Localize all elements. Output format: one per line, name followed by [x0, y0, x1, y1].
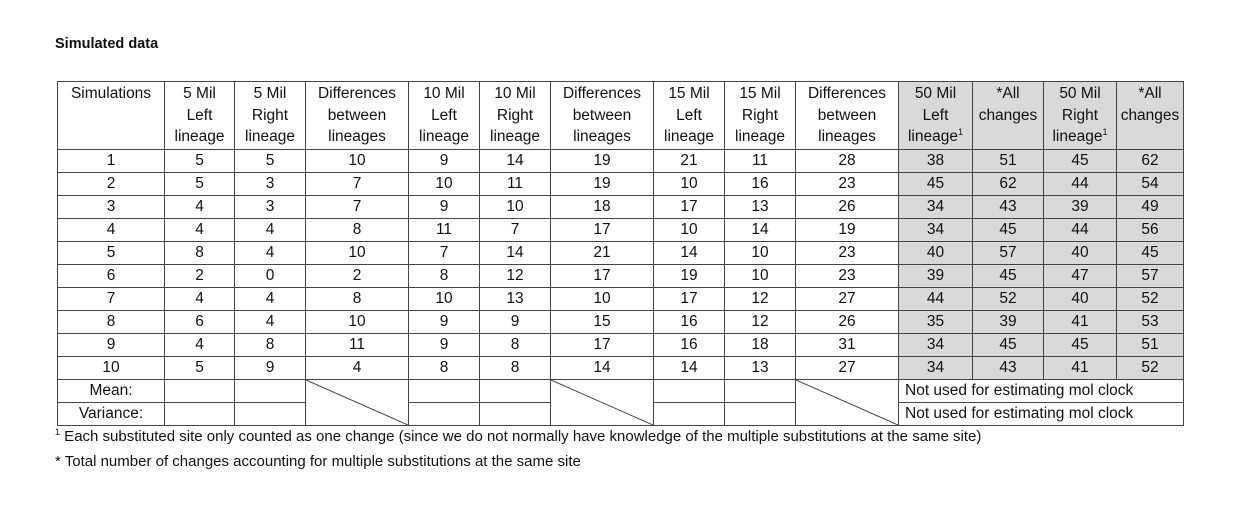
table-cell: 12: [725, 311, 796, 334]
table-cell: 4: [235, 311, 306, 334]
column-header-line: lineage: [490, 128, 540, 145]
table-cell: 10: [409, 288, 480, 311]
table-cell: 43: [973, 357, 1044, 380]
table-cell: 14: [480, 150, 551, 173]
empty-input-cell[interactable]: [725, 380, 796, 403]
footnote-2: * Total number of changes accounting for multiple substitutions at the same site: [55, 453, 581, 470]
column-header: [654, 82, 725, 150]
column-header: [973, 82, 1044, 150]
simulation-number: 1: [58, 150, 165, 173]
footnote-1-marker: 1: [55, 427, 61, 437]
table-cell: 23: [796, 173, 899, 196]
table-cell: 16: [725, 173, 796, 196]
column-header-text: lineage: [907, 128, 958, 145]
table-row: [58, 173, 1184, 196]
table-cell: 40: [899, 242, 973, 265]
table-cell: 17: [654, 288, 725, 311]
column-header: [58, 82, 165, 150]
column-header-line: [1044, 126, 1116, 148]
header-row: [58, 82, 1184, 150]
column-header-line: Right: [1061, 106, 1099, 124]
table-cell: 19: [796, 219, 899, 242]
table-cell: 16: [654, 334, 725, 357]
table-cell: 62: [973, 173, 1044, 196]
table-cell: 52: [1117, 288, 1184, 311]
column-header-line: *All: [1138, 85, 1162, 102]
table-cell: 4: [235, 288, 306, 311]
table-cell: 19: [551, 173, 654, 196]
table-cell: 26: [796, 311, 899, 334]
diagonal-line: [306, 380, 408, 425]
mean-row: [58, 380, 1184, 403]
table-cell: 12: [725, 288, 796, 311]
table-cell: 11: [480, 173, 551, 196]
table-cell: 39: [899, 265, 973, 288]
table-cell: 4: [306, 357, 409, 380]
table-cell: 9: [235, 357, 306, 380]
empty-input-cell[interactable]: [409, 403, 480, 426]
column-header-line: lineage: [174, 128, 225, 145]
column-header: [899, 82, 973, 150]
table-cell: 8: [306, 288, 409, 311]
column-header-line: Differences: [807, 85, 887, 102]
table-row: [58, 265, 1184, 288]
column-header-line: Simulations: [70, 85, 152, 102]
column-header-line: Differences: [562, 85, 642, 102]
table-cell: 14: [725, 219, 796, 242]
table-row: [58, 357, 1184, 380]
table-row: [58, 311, 1184, 334]
empty-input-cell[interactable]: [480, 380, 551, 403]
table-cell: 4: [165, 219, 235, 242]
column-header-line: lineage: [664, 128, 714, 145]
diagonal-line: [796, 380, 898, 425]
table-cell: 31: [796, 334, 899, 357]
table-cell: 27: [796, 357, 899, 380]
table-cell: 8: [235, 334, 306, 357]
table-cell: 15: [551, 311, 654, 334]
column-header-line: 50 Mil: [1059, 85, 1101, 102]
table-cell: 4: [235, 219, 306, 242]
column-header-line: between: [817, 106, 877, 124]
column-header: [409, 82, 480, 150]
table-cell: 14: [551, 357, 654, 380]
column-header-line: Right: [496, 106, 534, 124]
table-cell: 5: [165, 357, 235, 380]
simulation-number: 9: [58, 334, 165, 357]
diagonal-blank-cell: [551, 380, 654, 426]
footnote-1-text: Each substituted site only counted as one change (since we do not normally have knowledge of the multiple substitutions at the same site): [60, 428, 982, 445]
table-cell: 4: [165, 334, 235, 357]
table-cell: 53: [1117, 311, 1184, 334]
table-cell: 5: [165, 173, 235, 196]
column-header: [165, 82, 235, 150]
column-header: [725, 82, 796, 150]
table-cell: 10: [306, 311, 409, 334]
table-cell: 14: [480, 242, 551, 265]
table-row: [58, 196, 1184, 219]
table-cell: 17: [654, 196, 725, 219]
empty-input-cell[interactable]: [480, 403, 551, 426]
table-cell: 5: [235, 150, 306, 173]
table-cell: 8: [480, 357, 551, 380]
table-cell: 11: [409, 219, 480, 242]
table-row: [58, 334, 1184, 357]
table-cell: 45: [973, 265, 1044, 288]
table-cell: 13: [480, 288, 551, 311]
table-cell: 34: [899, 357, 973, 380]
table-cell: 44: [1044, 173, 1117, 196]
table-cell: 34: [899, 334, 973, 357]
column-header-line: 50 Mil: [914, 85, 957, 102]
table-cell: 44: [899, 288, 973, 311]
table-cell: 6: [165, 311, 235, 334]
table-cell: 57: [973, 242, 1044, 265]
simulation-number: 10: [58, 357, 165, 380]
empty-input-cell[interactable]: [235, 403, 306, 426]
table-cell: 8: [409, 357, 480, 380]
table-cell: 39: [1044, 196, 1117, 219]
empty-input-cell[interactable]: [654, 403, 725, 426]
column-header-line: 5 Mil: [183, 85, 216, 102]
table-body: [58, 82, 1184, 426]
table-cell: 10: [654, 219, 725, 242]
table-cell: 40: [1044, 242, 1117, 265]
column-header-line: Left: [431, 106, 457, 124]
column-header-line: Right: [741, 106, 779, 124]
table-cell: 14: [654, 242, 725, 265]
table-cell: 3: [235, 196, 306, 219]
table-cell: 9: [409, 311, 480, 334]
table-cell: 62: [1117, 150, 1184, 173]
column-header-line: Differences: [317, 85, 397, 102]
table-cell: 28: [796, 150, 899, 173]
page-title: Simulated data: [55, 36, 159, 52]
table-cell: 9: [480, 311, 551, 334]
table-cell: 18: [551, 196, 654, 219]
table-cell: 35: [899, 311, 973, 334]
table-cell: 21: [654, 150, 725, 173]
table-cell: 2: [306, 265, 409, 288]
mean-note: Not used for estimating mol clock: [899, 380, 1184, 403]
column-header-line: Left: [186, 106, 213, 124]
table-cell: 9: [409, 334, 480, 357]
column-header-line: 15 Mil: [668, 85, 710, 102]
column-header-line: lineage: [735, 128, 785, 145]
table-cell: 41: [1044, 311, 1117, 334]
simulation-number: 2: [58, 173, 165, 196]
table-cell: 47: [1044, 265, 1117, 288]
table-cell: 2: [165, 265, 235, 288]
column-header-line: lineages: [328, 128, 386, 145]
column-header-line: 10 Mil: [494, 85, 536, 102]
table-cell: 14: [654, 357, 725, 380]
column-header-line: 5 Mil: [253, 85, 287, 102]
table-cell: 17: [551, 219, 654, 242]
table-cell: 10: [306, 242, 409, 265]
column-header-line: lineage: [245, 128, 295, 145]
table-cell: 23: [796, 265, 899, 288]
table-cell: 34: [899, 219, 973, 242]
table-cell: 10: [725, 265, 796, 288]
column-header: [480, 82, 551, 150]
footnote-marker: 1: [957, 127, 963, 137]
table-cell: 26: [796, 196, 899, 219]
column-header-line: between: [327, 106, 387, 124]
mean-label: Mean:: [58, 380, 165, 403]
table-cell: 7: [409, 242, 480, 265]
table-cell: 16: [654, 311, 725, 334]
column-header-line: changes: [1120, 106, 1180, 124]
empty-input-cell[interactable]: [235, 380, 306, 403]
table-cell: 51: [973, 150, 1044, 173]
table-cell: 45: [973, 334, 1044, 357]
column-header-line: Left: [922, 106, 949, 124]
table-cell: 17: [551, 265, 654, 288]
table-cell: 39: [973, 311, 1044, 334]
table-cell: 8: [480, 334, 551, 357]
table-cell: 45: [973, 219, 1044, 242]
table-cell: 45: [899, 173, 973, 196]
column-header-line: [899, 126, 972, 148]
table-cell: 7: [306, 196, 409, 219]
table-cell: 10: [725, 242, 796, 265]
table-cell: 13: [725, 357, 796, 380]
empty-input-cell[interactable]: [409, 380, 480, 403]
table-cell: 7: [306, 173, 409, 196]
table-cell: 41: [1044, 357, 1117, 380]
table-cell: 3: [235, 173, 306, 196]
table-cell: 10: [409, 173, 480, 196]
empty-input-cell[interactable]: [165, 403, 235, 426]
table-cell: 51: [1117, 334, 1184, 357]
table-cell: 27: [796, 288, 899, 311]
diagonal-blank-cell: [796, 380, 899, 426]
table-cell: 40: [1044, 288, 1117, 311]
table-cell: 12: [480, 265, 551, 288]
column-header-line: Right: [251, 106, 289, 124]
table-row: [58, 242, 1184, 265]
table-cell: 57: [1117, 265, 1184, 288]
table-cell: 45: [1117, 242, 1184, 265]
column-header: [551, 82, 654, 150]
table-cell: 4: [165, 196, 235, 219]
column-header: [235, 82, 306, 150]
footnote-1: [55, 428, 981, 445]
simulation-number: 4: [58, 219, 165, 242]
column-header-text: lineage: [1052, 128, 1103, 145]
table-cell: 43: [973, 196, 1044, 219]
table-cell: 8: [306, 219, 409, 242]
column-header: [1044, 82, 1117, 150]
table-cell: 38: [899, 150, 973, 173]
column-header-line: 10 Mil: [423, 85, 465, 102]
table-cell: 52: [973, 288, 1044, 311]
table-cell: 45: [1044, 334, 1117, 357]
table-cell: 44: [1044, 219, 1117, 242]
table-cell: 19: [654, 265, 725, 288]
table-cell: 9: [409, 196, 480, 219]
column-header-line: lineages: [573, 128, 631, 145]
table-cell: 5: [165, 150, 235, 173]
diagonal-blank-cell: [306, 380, 409, 426]
variance-label: Variance:: [58, 403, 165, 426]
table-cell: 56: [1117, 219, 1184, 242]
simulation-number: 7: [58, 288, 165, 311]
table-cell: 11: [306, 334, 409, 357]
table-cell: 8: [165, 242, 235, 265]
column-header-line: 15 Mil: [739, 85, 781, 102]
diagonal-line: [551, 380, 653, 425]
empty-input-cell[interactable]: [165, 380, 235, 403]
table-cell: 54: [1117, 173, 1184, 196]
table-cell: 9: [409, 150, 480, 173]
column-header-line: *All: [996, 85, 1020, 102]
table-cell: 11: [725, 150, 796, 173]
table-cell: 10: [654, 173, 725, 196]
table-cell: 23: [796, 242, 899, 265]
column-header: [306, 82, 409, 150]
table-cell: 4: [165, 288, 235, 311]
table-row: [58, 150, 1184, 173]
simulation-number: 8: [58, 311, 165, 334]
table-cell: 17: [551, 334, 654, 357]
column-header-line: Left: [676, 106, 702, 124]
table-cell: 10: [480, 196, 551, 219]
column-header-line: lineage: [419, 128, 469, 145]
table-cell: 21: [551, 242, 654, 265]
variance-note: Not used for estimating mol clock: [899, 403, 1184, 426]
simulation-number: 5: [58, 242, 165, 265]
table-row: [58, 219, 1184, 242]
simulation-number: 3: [58, 196, 165, 219]
empty-input-cell[interactable]: [725, 403, 796, 426]
table-cell: 0: [235, 265, 306, 288]
table-row: [58, 288, 1184, 311]
column-header: [796, 82, 899, 150]
table-cell: 52: [1117, 357, 1184, 380]
simulated-data-table: [57, 81, 1184, 426]
table-cell: 10: [551, 288, 654, 311]
table-cell: 13: [725, 196, 796, 219]
table-cell: 10: [306, 150, 409, 173]
table-cell: 8: [409, 265, 480, 288]
column-header-line: lineages: [818, 128, 876, 145]
footnote-marker: 1: [1102, 127, 1108, 137]
simulation-number: 6: [58, 265, 165, 288]
column-header-line: changes: [978, 106, 1038, 124]
table-cell: 34: [899, 196, 973, 219]
table-cell: 7: [480, 219, 551, 242]
table-cell: 49: [1117, 196, 1184, 219]
column-header: [1117, 82, 1184, 150]
column-header-line: between: [572, 106, 632, 124]
table-cell: 4: [235, 242, 306, 265]
empty-input-cell[interactable]: [654, 380, 725, 403]
table-cell: 18: [725, 334, 796, 357]
table-cell: 45: [1044, 150, 1117, 173]
table-cell: 19: [551, 150, 654, 173]
